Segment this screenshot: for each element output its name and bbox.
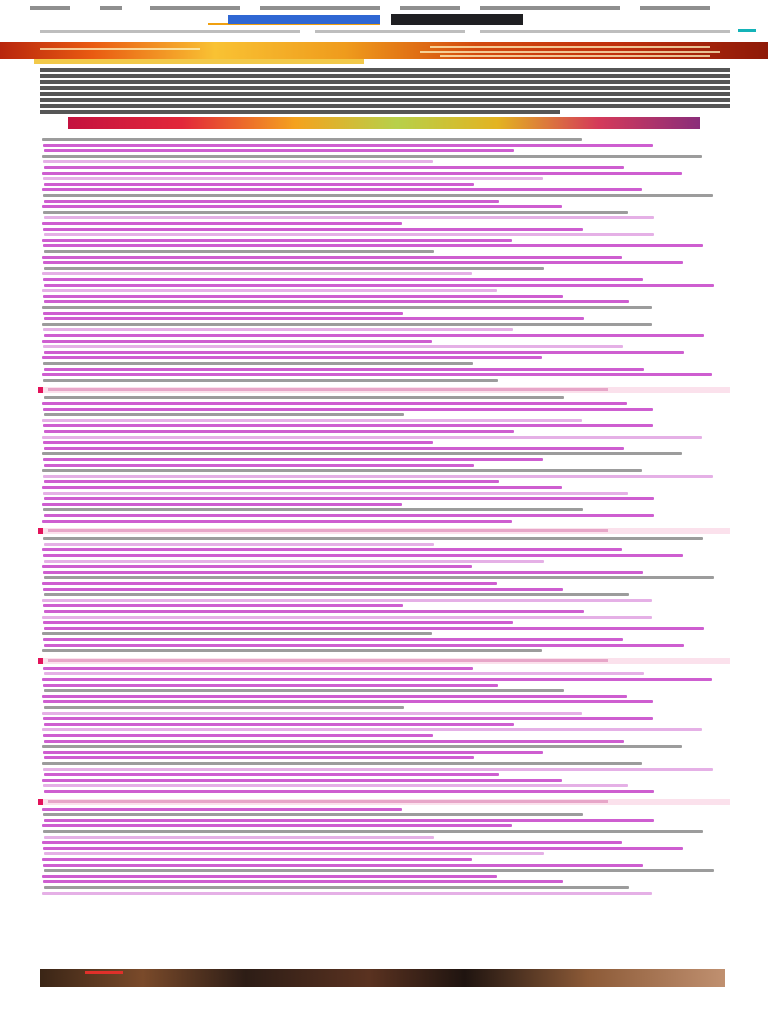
listing-item-link[interactable] [42, 222, 402, 225]
listing-item-link[interactable] [42, 452, 682, 455]
section-header [38, 387, 730, 393]
listing-item-link[interactable] [42, 728, 702, 731]
listing-item-link[interactable] [42, 520, 512, 523]
listing-item-link[interactable] [43, 244, 703, 247]
listing-item-link[interactable] [44, 284, 714, 287]
listing-item-link[interactable] [43, 667, 473, 670]
intro-text-line [40, 74, 730, 78]
listing-item-link[interactable] [42, 306, 652, 309]
hero-banner-image[interactable] [0, 42, 768, 59]
listing-item-link[interactable] [42, 808, 402, 811]
site-title-glyph [100, 6, 122, 10]
site-title-glyph [400, 6, 460, 10]
listing-item-link[interactable] [42, 469, 642, 472]
section-marker-icon [38, 528, 43, 534]
share-icon[interactable] [738, 29, 756, 32]
listing-item-link[interactable] [44, 740, 624, 743]
listing-item-link[interactable] [44, 351, 684, 354]
listing-item-link[interactable] [44, 852, 544, 855]
listing-item-link[interactable] [44, 790, 654, 793]
listing-item-link[interactable] [44, 166, 624, 169]
section-header-title [48, 388, 608, 391]
section-marker-icon [38, 658, 43, 664]
listing-item-link[interactable] [44, 819, 654, 822]
site-title [30, 2, 31, 3]
listing-item-link[interactable] [42, 323, 652, 326]
listing-item-link[interactable] [42, 616, 652, 619]
listing-item-link[interactable] [44, 334, 704, 337]
listing-item-link[interactable] [44, 756, 474, 759]
listing-item-link[interactable] [42, 356, 542, 359]
section-header-title [48, 659, 608, 662]
bottom-banner-image[interactable] [40, 969, 725, 987]
listing-item-link[interactable] [42, 779, 562, 782]
intro-text-line [40, 80, 730, 84]
listing-item-link[interactable] [43, 345, 623, 348]
section-marker-icon [38, 799, 43, 805]
listing-item-link[interactable] [44, 464, 474, 467]
listing-item-link[interactable] [43, 700, 653, 703]
intro-paragraph [40, 66, 730, 116]
section-marker-icon [38, 387, 43, 393]
listing-item-link[interactable] [42, 419, 582, 422]
section-header [38, 658, 730, 664]
listing-item-link[interactable] [44, 593, 629, 596]
listing-item-link[interactable] [43, 228, 583, 231]
section-header-title [48, 529, 608, 532]
listing-item-link[interactable] [43, 194, 713, 197]
site-logo[interactable] [30, 2, 730, 14]
listing-item-link[interactable] [43, 278, 643, 281]
listing-item-link[interactable] [43, 211, 628, 214]
site-title-glyph [30, 6, 70, 10]
listing-item-link[interactable] [43, 295, 563, 298]
listing-item-link[interactable] [42, 565, 472, 568]
top-links-row[interactable] [40, 28, 730, 36]
primary-nav-label [228, 15, 229, 16]
listing-item-link[interactable] [44, 267, 544, 270]
listing-item-link[interactable] [43, 571, 643, 574]
listing-item-link[interactable] [42, 503, 402, 506]
listing-item-link[interactable] [42, 172, 682, 175]
listing-item-link[interactable] [42, 548, 622, 551]
listing-item-link[interactable] [42, 892, 652, 895]
listing-item-link[interactable] [42, 649, 542, 652]
listing-item-link[interactable] [42, 436, 702, 439]
listing-item-link[interactable] [42, 239, 512, 242]
listing-item-link[interactable] [42, 858, 472, 861]
listing-item-link[interactable] [42, 875, 497, 878]
listing-item-link[interactable] [43, 144, 653, 147]
listing-item-link[interactable] [44, 672, 644, 675]
listing-item-link[interactable] [44, 480, 499, 483]
hero-text-streak [40, 48, 200, 50]
listing-item-link[interactable] [43, 717, 653, 720]
listing-item-link[interactable] [43, 379, 498, 382]
listing-item-link[interactable] [43, 261, 683, 264]
hero-text-streak [430, 46, 710, 48]
listing-item-link[interactable] [44, 497, 654, 500]
bottom-banner-accent [85, 971, 123, 974]
site-title-glyph [640, 6, 710, 10]
top-nav [200, 14, 540, 26]
intro-text-line [40, 92, 730, 96]
listing-item-link[interactable] [42, 155, 702, 158]
listing-item-link[interactable] [44, 183, 474, 186]
listing-item-link[interactable] [43, 424, 653, 427]
listing-item-link[interactable] [43, 475, 713, 478]
listing-item-link[interactable] [43, 177, 543, 180]
listing-item-link[interactable] [43, 537, 703, 540]
listing-item-link[interactable] [44, 430, 514, 433]
listing-item-link[interactable] [44, 773, 499, 776]
listing-item-link[interactable] [44, 886, 629, 889]
listing-item-link[interactable] [43, 458, 543, 461]
listing-item-link[interactable] [43, 784, 628, 787]
promo-banner-alt [68, 117, 69, 118]
site-title-glyph [150, 6, 240, 10]
listing-item-link[interactable] [44, 250, 434, 253]
listing-item-link[interactable] [43, 621, 513, 624]
intro-text-line [40, 68, 730, 72]
listing-item-link[interactable] [42, 824, 512, 827]
listing-item-link[interactable] [43, 312, 403, 315]
listing-item-link[interactable] [43, 864, 643, 867]
top-link-text[interactable] [480, 30, 730, 33]
listing-item-link[interactable] [43, 408, 653, 411]
top-link-text[interactable] [315, 30, 465, 33]
listing-item-link[interactable] [43, 684, 498, 687]
top-links-text [40, 28, 41, 29]
listing-item-link[interactable] [42, 256, 622, 259]
listing-item-link[interactable] [42, 188, 642, 191]
primary-nav-button[interactable] [228, 15, 380, 24]
listing-item-link[interactable] [43, 830, 703, 833]
listing-item-link[interactable] [43, 160, 433, 163]
listing-item-link[interactable] [42, 582, 497, 585]
section-header-title [48, 800, 608, 803]
listing-item-link[interactable] [42, 745, 682, 748]
listing-item-link[interactable] [43, 554, 683, 557]
listing-item-link[interactable] [42, 486, 562, 489]
listing-item-link[interactable] [43, 847, 683, 850]
listing-item-link[interactable] [44, 576, 714, 579]
promo-banner-image[interactable] [68, 117, 700, 129]
listing-item-link[interactable] [44, 543, 434, 546]
listing-item-link[interactable] [44, 396, 564, 399]
listing-item-link[interactable] [43, 508, 583, 511]
listing-item-link[interactable] [44, 216, 654, 219]
listing-item-link[interactable] [44, 149, 514, 152]
listing-item-link[interactable] [44, 689, 564, 692]
listing-item-link[interactable] [42, 712, 582, 715]
listing-item-link[interactable] [44, 514, 654, 517]
intro-text-line [40, 98, 730, 102]
listing-item-link[interactable] [43, 768, 713, 771]
listing-item-link[interactable] [44, 200, 499, 203]
listing-item-link[interactable] [42, 373, 712, 376]
listing-item-link[interactable] [43, 362, 473, 365]
listing-item-link[interactable] [43, 813, 583, 816]
secondary-nav-button[interactable] [391, 14, 523, 25]
listing-item-link[interactable] [44, 836, 434, 839]
listing-item-link[interactable] [44, 300, 629, 303]
secondary-nav-label [391, 14, 392, 15]
site-title-glyph [260, 6, 380, 10]
listing-item-link[interactable] [44, 644, 684, 647]
listing-item-link[interactable] [42, 205, 562, 208]
listing-item-link[interactable] [44, 560, 544, 563]
listing-item-link[interactable] [43, 880, 563, 883]
listing-item-link[interactable] [44, 413, 404, 416]
intro-text-line [40, 110, 560, 114]
listing-item-link[interactable] [43, 751, 543, 754]
listing-item-link[interactable] [44, 627, 704, 630]
listing-item-link[interactable] [43, 492, 628, 495]
listing-item-link[interactable] [44, 706, 404, 709]
listing-item-link[interactable] [42, 402, 627, 405]
listing-item-link[interactable] [42, 678, 712, 681]
listing-item-link[interactable] [43, 441, 433, 444]
hero-caption [34, 59, 364, 64]
listing-item-link[interactable] [42, 599, 652, 602]
listing-item-link[interactable] [44, 869, 714, 872]
top-header [0, 0, 768, 42]
listing-item-link[interactable] [42, 289, 497, 292]
intro-text-line [40, 86, 730, 90]
listing-item-link[interactable] [42, 841, 622, 844]
listing-item-link[interactable] [43, 588, 563, 591]
section-header [38, 799, 730, 805]
section-header [38, 528, 730, 534]
listing-item-link[interactable] [44, 368, 644, 371]
listing-item-link[interactable] [42, 138, 582, 141]
listing-item-link[interactable] [43, 328, 513, 331]
top-link-text[interactable] [40, 30, 300, 33]
listing-item-link[interactable] [43, 604, 403, 607]
listing-item-link[interactable] [44, 447, 624, 450]
listing-item-link[interactable] [43, 638, 623, 641]
listing-item-link[interactable] [42, 762, 642, 765]
site-title-glyph [480, 6, 620, 10]
listing-item-link[interactable] [42, 632, 432, 635]
listing-item-link[interactable] [43, 734, 433, 737]
hero-text-streak [440, 55, 710, 57]
listing-item-link[interactable] [44, 233, 654, 236]
listing-item-link[interactable] [44, 610, 584, 613]
listing-item-link[interactable] [42, 272, 472, 275]
hero-banner-alt [0, 42, 1, 43]
bottom-banner-alt [40, 969, 41, 970]
hero-text-streak [420, 51, 720, 53]
intro-text [40, 66, 41, 67]
intro-text-line [40, 104, 730, 108]
listing-item-link[interactable] [44, 723, 514, 726]
listing-column [40, 134, 730, 964]
listing-item-link[interactable] [42, 340, 432, 343]
listing-item-link[interactable] [44, 317, 584, 320]
listing-item-link[interactable] [42, 695, 627, 698]
